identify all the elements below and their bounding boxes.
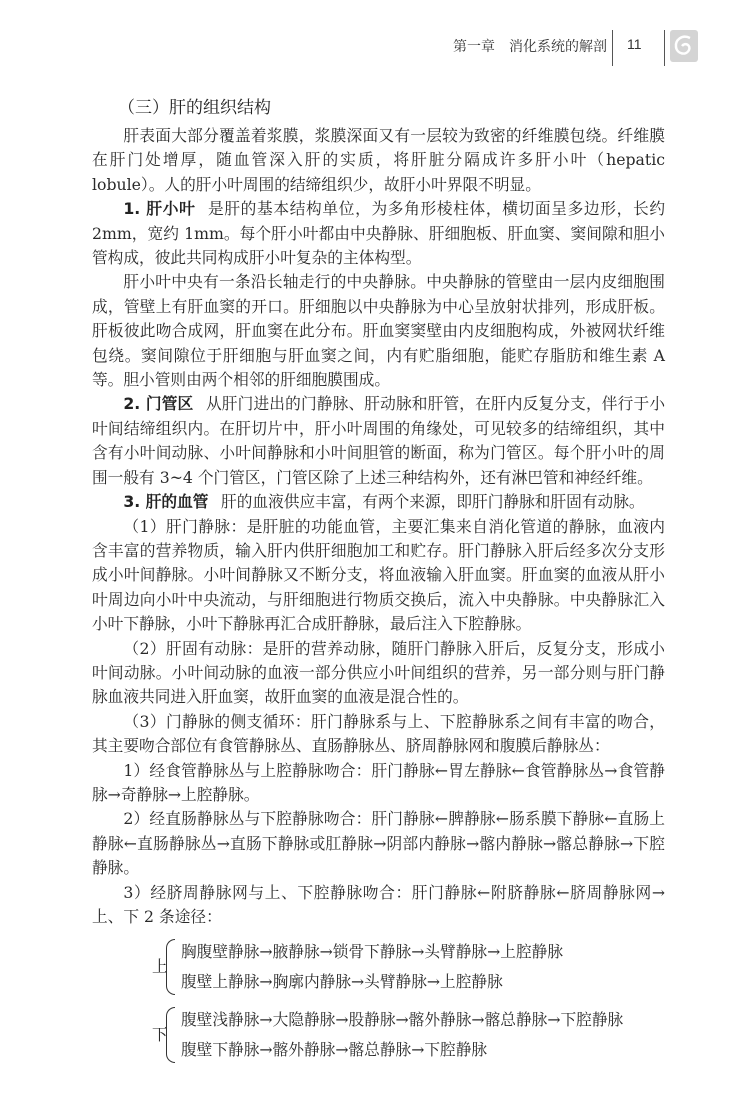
paragraph-text: 1）经食管静脉丛与上腔静脉吻合：肝门静脉←胃左静脉←食管静脉丛→食管静脉→奇静脉→上腔静脉。 — [92, 760, 665, 804]
paragraph-text: （3）门静脉的侧支循环：肝门静脉系与上、下腔静脉系之间有丰富的吻合，其主要吻合部位有食管静脉丛、直肠静脉丛、脐周静脉网和腹膜后静脉丛： — [92, 711, 665, 756]
chapter-title: 第一章 消化系统的解剖 — [453, 39, 607, 55]
paragraph — [92, 197, 665, 270]
paragraph-heading: 2. 门管区 — [123, 394, 194, 414]
spiral-logo-icon — [670, 30, 698, 62]
paragraph — [92, 881, 665, 930]
brace — [166, 1007, 175, 1063]
paragraph — [92, 759, 665, 808]
paragraph — [92, 490, 665, 514]
paragraph-text: 是肝的基本结构单位，为多角形棱柱体，横切面呈多边形，长约 2mm，宽约 1mm。每个肝小叶都由中央静脉、肝细胞板、肝血窦、窦间隙和胆小管构成，彼此共同构成肝小叶复杂的主体构型。 — [92, 199, 666, 268]
paragraph-text: （1）肝门静脉：是肝脏的功能血管，主要汇集来自消化管道的静脉，血液内含丰富的营养物质，输入肝内供肝细胞加工和贮存。肝门静脉入肝后经多次分支形成小叶间静脉。小叶间静脉又不断分支，将血液输入肝血窦。肝血窦的血液从肝小叶周边向小叶中央流动，与肝细胞进行物质交换后，流入中央静脉。中央静脉汇入小叶下静脉，小叶下静脉再汇合成肝静脉，最后注入下腔静脉。 — [92, 516, 665, 634]
page-content — [92, 96, 665, 1095]
lower-route — [152, 1005, 665, 1065]
paragraph-text: 3）经脐周静脉网与上、下腔静脉吻合：肝门静脉←附脐静脉←脐周静脉网→上、下 2 条途径： — [92, 882, 665, 926]
page-number: 11 — [627, 36, 642, 52]
paragraph — [92, 392, 665, 490]
paragraph-text: （2）肝固有动脉：是肝的营养动脉，随肝门静脉入肝后，反复分支，形成小叶间动脉。小叶间动脉的血液一部分供应小叶间组织的营养，另一部分则与肝门静脉血液共同进入肝血窦，故肝血窦的血液是混合性的。 — [92, 638, 665, 707]
body-text — [92, 124, 665, 929]
brace — [166, 939, 175, 995]
paragraph — [92, 124, 665, 197]
route-row: 胸腹壁静脉→腋静脉→锁骨下静脉→头臂静脉→上腔静脉 — [181, 942, 564, 962]
paragraph — [92, 515, 665, 637]
route-label: 上 — [152, 957, 168, 977]
header-divider — [664, 30, 665, 66]
paragraph — [92, 637, 665, 710]
paragraph-text: 肝的血液供应丰富，有两个来源，即肝门静脉和肝固有动脉。 — [221, 492, 645, 512]
route-label: 下 — [152, 1025, 168, 1045]
route-row: 腹壁浅静脉→大隐静脉→股静脉→髂外静脉→髂总静脉→下腔静脉 — [181, 1010, 624, 1030]
route-row: 腹壁下静脉→髂外静脉→髂总静脉→下腔静脉 — [181, 1040, 488, 1060]
paragraph-heading: 3. 肝的血管 — [123, 492, 209, 512]
route-row: 腹壁上静脉→胸廓内静脉→头臂静脉→上腔静脉 — [181, 972, 503, 992]
paragraph — [92, 710, 665, 759]
paragraph-text: 2）经直肠静脉丛与下腔静脉吻合：肝门静脉←脾静脉←肠系膜下静脉←直肠上静脉←直肠静脉丛→直肠下静脉或肛静脉→阴部内静脉→髂内静脉→髂总静脉→下腔静脉。 — [92, 809, 665, 878]
paragraph — [92, 270, 665, 392]
running-header — [0, 30, 730, 64]
paragraph-text: 从肝门进出的门静脉、肝动脉和肝管，在肝内反复分支，伴行于小叶间结缔组织内。在肝切片中，肝小叶周围的角缘处，可见较多的结缔组织，其中含有小叶间动脉、小叶间静脉和小叶间胆管的断面，称为门管区。每个肝小叶的周围一般有 3~4 个门管区，门管区除了上述三种结构外，还有淋巴管和神经纤维。 — [92, 394, 666, 487]
paragraph-heading: 1. 肝小叶 — [123, 199, 196, 219]
upper-route — [152, 937, 665, 997]
paragraph-text: 肝小叶中央有一条沿长轴走行的中央静脉。中央静脉的管壁由一层内皮细胞围成，管壁上有肝血窦的开口。肝细胞以中央静脉为中心呈放射状排列，形成肝板。肝板彼此吻合成网，肝血窦在此分布。肝血窦窦壁由内皮细胞构成，外被网状纤维包绕。窦间隙位于肝细胞与肝血窦之间，内有贮脂细胞，能贮存脂肪和维生素 A 等。胆小管则由两个相邻的肝细胞膜围成。 — [92, 272, 665, 390]
header-divider — [612, 30, 613, 66]
section-title: （三）肝的组织结构 — [118, 98, 271, 118]
paragraph — [92, 807, 665, 880]
paragraph-text: 肝表面大部分覆盖着浆膜，浆膜深面又有一层较为致密的纤维膜包绕。纤维膜在肝门处增厚，随血管深入肝的实质，将肝脏分隔成许多肝小叶（hepatic lobule）。人的肝小叶周围的结缔组织少，故肝小叶界限不明显。 — [92, 126, 665, 194]
